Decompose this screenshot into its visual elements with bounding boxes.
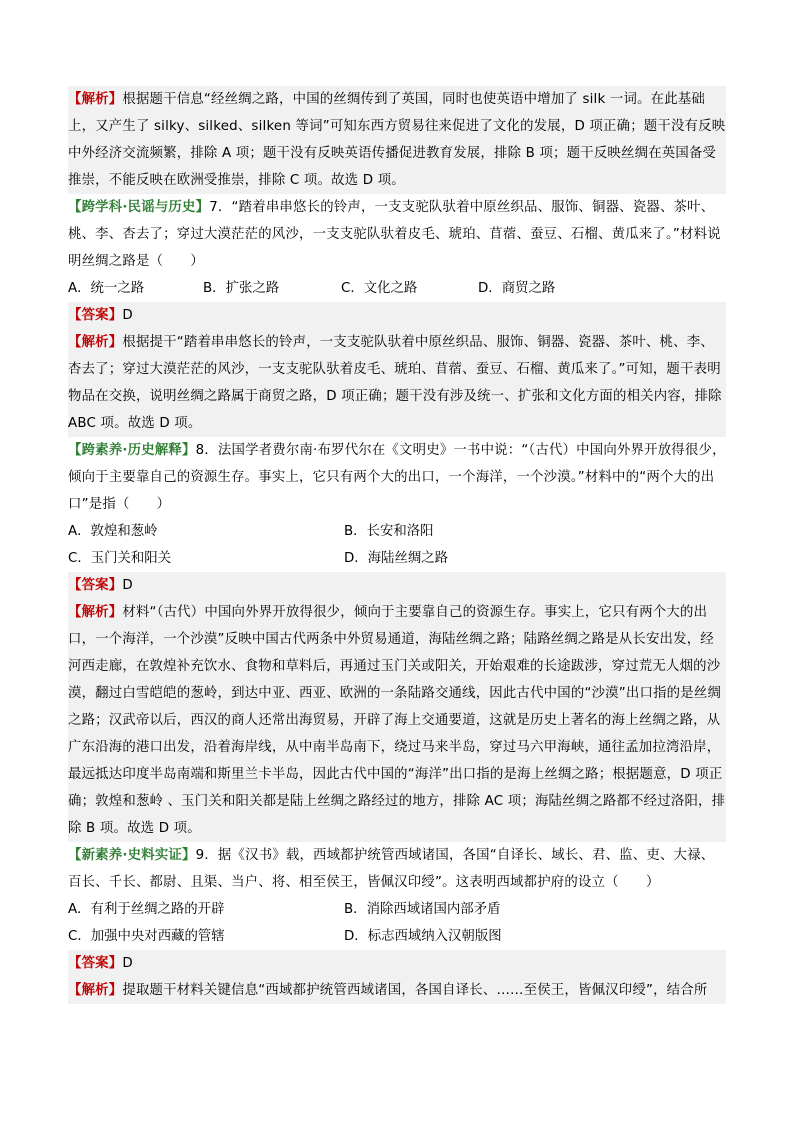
analysis-tag: 【解析】 — [68, 605, 123, 620]
analysis-q6 — [68, 86, 726, 194]
analysis-text: 材料“（古代）中国向外界开放得很少，倾向于主要靠自己的资源生存。事实上，它只有两个大的出口，一个海洋，一个沙漠”反映中国古代两条中外贸易通道，海陆丝绸之路；陆路丝绸之路是从长安出发，经河西走廊，在敦煌补充饮水、食物和草料后，再通过玉门关或阳关，开始艰难的长途跋涉，穿过荒无人烟的沙漠，翻过白雪皑皑的葱岭，到达中亚、西亚、欧洲的一条陆路交通线，因此古代中国的“沙漠”出口指的是丝绸之路；汉武帝以后，西汉的商人还常出海贸易，开辟了海上交通要道，这就是历史上著名的海上丝绸之路，从广东沿海的港口出发，沿着海岸线，从中南半岛南下，绕过马来半岛，穿过马六甲海峡，通往孟加拉湾沿岸，最远抵达印度半岛南端和斯里兰卡半岛，因此古代中国的“海洋”出口指的是海上丝绸之路；根据题意，D 项正确；敦煌和葱岭 、玉门关和阳关都是陆上丝绸之路经过的地方，排除 AC 项；海陆丝绸之路都不经过洛阳，排除 B 项。故选 D 项。 — [68, 605, 726, 836]
analysis-q9 — [68, 977, 726, 1004]
option-b: B．长安和洛阳 — [344, 524, 434, 539]
option-a: A．有利于丝绸之路的开辟 — [68, 902, 225, 917]
option-a: A．统一之路 — [68, 281, 145, 296]
analysis-tag: 【解析】 — [68, 92, 123, 107]
answer-value: D — [122, 956, 133, 971]
answer-q9 — [68, 950, 726, 977]
analysis-text: 根据提干“踏着串串悠长的铃声，一支支驼队驮着中原丝织品、服饰、铜器、瓷器、茶叶、桃、李、杏去了；穿过大漠茫茫的风沙，一支支驼队驮着皮毛、琥珀、苜蓿、蚕豆、石榴、黄瓜来了。”可知，题干表明物品在交换，说明丝绸之路属于商贸之路，D 项正确；题干没有涉及统一、扩张和文化方面的相关内容，排除 ABC 项。故选 D 项。 — [68, 335, 722, 431]
document-page — [68, 86, 726, 1004]
analysis-q7 — [68, 329, 726, 437]
analysis-tag: 【解析】 — [68, 335, 123, 350]
question-8 — [68, 437, 726, 518]
answer-q7 — [68, 302, 726, 329]
option-c: C．加强中央对西藏的管辖 — [68, 929, 225, 944]
answer-tag: 【答案】 — [68, 578, 123, 593]
answer-q8 — [68, 572, 726, 599]
question-tag: 【跨素养·历史解释】 — [68, 443, 196, 458]
answer-value: D — [122, 308, 133, 323]
question-tag: 【跨学科·民谣与历史】 — [68, 200, 210, 215]
question-tag: 【新素养·史料实证】 — [68, 848, 196, 863]
option-a: A．敦煌和葱岭 — [68, 524, 158, 539]
answer-tag: 【答案】 — [68, 956, 123, 971]
question-text: 9．据《汉书》载，西域都护统管西域诸国，各国“自译长、域长、君、监、吏、大禄、百长、千长、都尉、且渠、当户、将、相至侯王，皆佩汉印绶”。这表明西域都护府的设立（ ） — [68, 848, 715, 890]
answer-value: D — [122, 578, 133, 593]
question-9-options-row-1 — [68, 896, 726, 923]
question-7-options — [68, 275, 726, 302]
question-text: 7．“踏着串串悠长的铃声，一支支驼队驮着中原丝织品、服饰、铜器、瓷器、茶叶、桃、李、杏去了；穿过大漠茫茫的风沙，一支支驼队驮着皮毛、琥珀、苜蓿、蚕豆、石榴、黄瓜来了。”材料说明丝绸之路是（ ） — [68, 200, 721, 269]
analysis-text: 提取题干材料关键信息“西域都护统管西域诸国，各国自译长、……至侯王，皆佩汉印绶”，结合所 — [122, 983, 708, 998]
option-c: C．玉门关和阳关 — [68, 551, 172, 566]
analysis-q8 — [68, 599, 726, 842]
question-9-options-row-2 — [68, 923, 726, 950]
option-d: D．标志西域纳入汉朝版图 — [344, 929, 502, 944]
answer-tag: 【答案】 — [68, 308, 123, 323]
question-text: 8．法国学者费尔南·布罗代尔在《文明史》一书中说：“（古代）中国向外界开放得很少，倾向于主要靠自己的资源生存。事实上，它只有两个大的出口，一个海洋，一个沙漠。”材料中的“两个大的出口”是指（ ） — [68, 443, 726, 512]
question-9 — [68, 842, 726, 896]
question-7 — [68, 194, 726, 275]
question-8-options-row-2 — [68, 545, 726, 572]
question-8-options-row-1 — [68, 518, 726, 545]
option-d: D．海陆丝绸之路 — [344, 551, 449, 566]
analysis-text: 根据题干信息“经丝绸之路，中国的丝绸传到了英国，同时也使英语中增加了 silk 一词。在此基础上，又产生了 silky、silked、silken 等词”可知东西方贸易往来促进了文化的发展，D 项正确；题干没有反映中外经济交流频繁，排除 A 项；题干没有反映英语传播促进教育发展，排除 B 项；题干反映丝绸在英国备受推崇，不能反映在欧洲受推崇，排除 C 项。故选 D 项。 — [68, 92, 726, 188]
option-b: B．消除西域诸国内部矛盾 — [344, 902, 501, 917]
option-b: B．扩张之路 — [203, 281, 280, 296]
option-d: D．商贸之路 — [478, 281, 556, 296]
option-c: C．文化之路 — [341, 281, 418, 296]
analysis-tag: 【解析】 — [68, 983, 123, 998]
